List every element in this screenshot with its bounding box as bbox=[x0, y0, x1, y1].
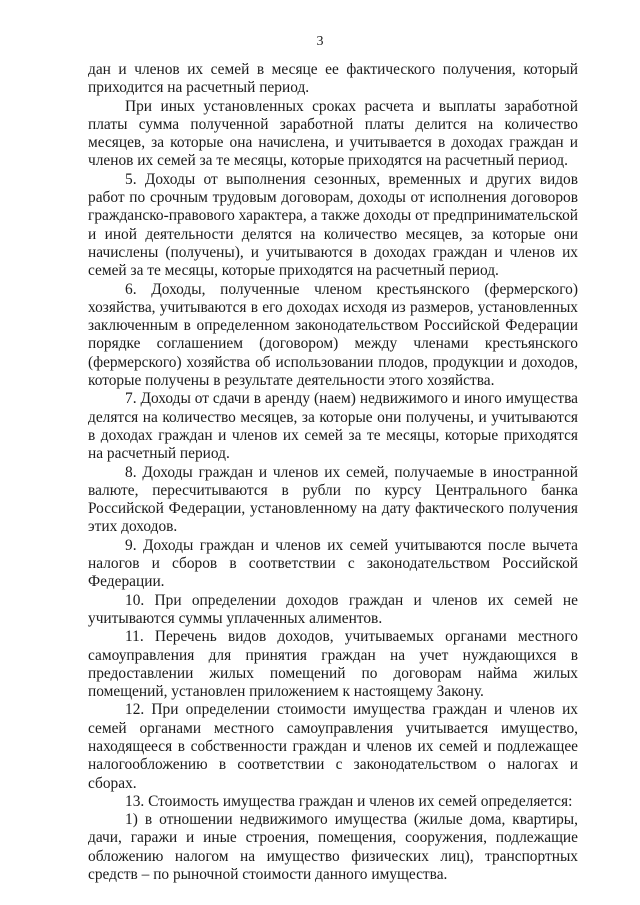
paragraph-item-13-sub-1: 1) в отношении недвижимого имущества (жилые дома, квартиры, дачи, гаражи и иные строения, помещения, сооружения, подлежащие обложению налогом на имущество физических лиц), транспортных средств – по рыночной стоимости данного имущества. bbox=[88, 811, 578, 884]
paragraph-salary-other-terms: При иных установленных сроках расчета и выплаты заработной платы сумма полученной заработной платы делится на количество месяцев, за которые она начислена, и учитывается в доходах граждан и членов их семей за те месяцы, которые приходятся на расчетный период. bbox=[88, 97, 578, 170]
paragraph-item-9: 9. Доходы граждан и членов их семей учитываются после вычета налогов и сборов в соответствии с законодательством Российской Федерации. bbox=[88, 536, 578, 591]
paragraph-item-6: 6. Доходы, полученные членом крестьянского (фермерского) хозяйства, учитываются в его доходах исходя из размеров, установленных заключенным в определенном законодательством Российской Федерации порядке соглашением (договором) между членами крестьянского (фермерского) хозяйства об использовании плодов, продукции и доходов, которые получены в результате деятельности этого хозяйства. bbox=[88, 280, 578, 390]
paragraph-item-13: 13. Стоимость имущества граждан и членов их семей определяется: bbox=[125, 792, 573, 810]
paragraph-item-5: 5. Доходы от выполнения сезонных, временных и других видов работ по срочным трудовым договорам, доходы от исполнения договоров гражданско-правового характера, а также доходы от предпринимательской и иной деятельности делятся на количество месяцев, за которые они начислены (получены), и учитываются в доходах граждан и членов их семей за те месяцы, которые приходятся на расчетный период. bbox=[88, 170, 578, 280]
page-number: 3 bbox=[316, 34, 324, 49]
paragraph-continuation: дан и членов их семей в месяце ее фактического получения, который приходится на расчетный период. bbox=[88, 61, 578, 97]
paragraph-item-7: 7. Доходы от сдачи в аренду (наем) недвижимого и иного имущества делятся на количество месяцев, за которые они получены, и учитываются в доходах граждан и членов их семей за те месяцы, которые приходятся на расчетный период. bbox=[88, 390, 578, 463]
paragraph-item-12: 12. При определении стоимости имущества граждан и членов их семей органами местного самоуправления учитывается имущество, находящееся в собственности граждан и членов их семей и подлежащее налогообложению в соответствии с законодательством о налогах и сборах. bbox=[88, 701, 578, 792]
paragraph-item-11: 11. Перечень видов доходов, учитываемых органами местного самоуправления для принятия граждан на учет нуждающихся в предоставлении жилых помещений по договорам найма жилых помещений, установлен приложением к настоящему Закону. bbox=[88, 628, 578, 701]
paragraph-item-8: 8. Доходы граждан и членов их семей, получаемые в иностранной валюте, пересчитываются в рубли по курсу Центрального банка Российской Федерации, установленному на дату фактического получения этих доходов. bbox=[88, 463, 578, 536]
paragraph-item-10: 10. При определении доходов граждан и членов их семей не учитываются суммы уплаченных алиментов. bbox=[88, 591, 578, 627]
document-body bbox=[88, 61, 578, 884]
